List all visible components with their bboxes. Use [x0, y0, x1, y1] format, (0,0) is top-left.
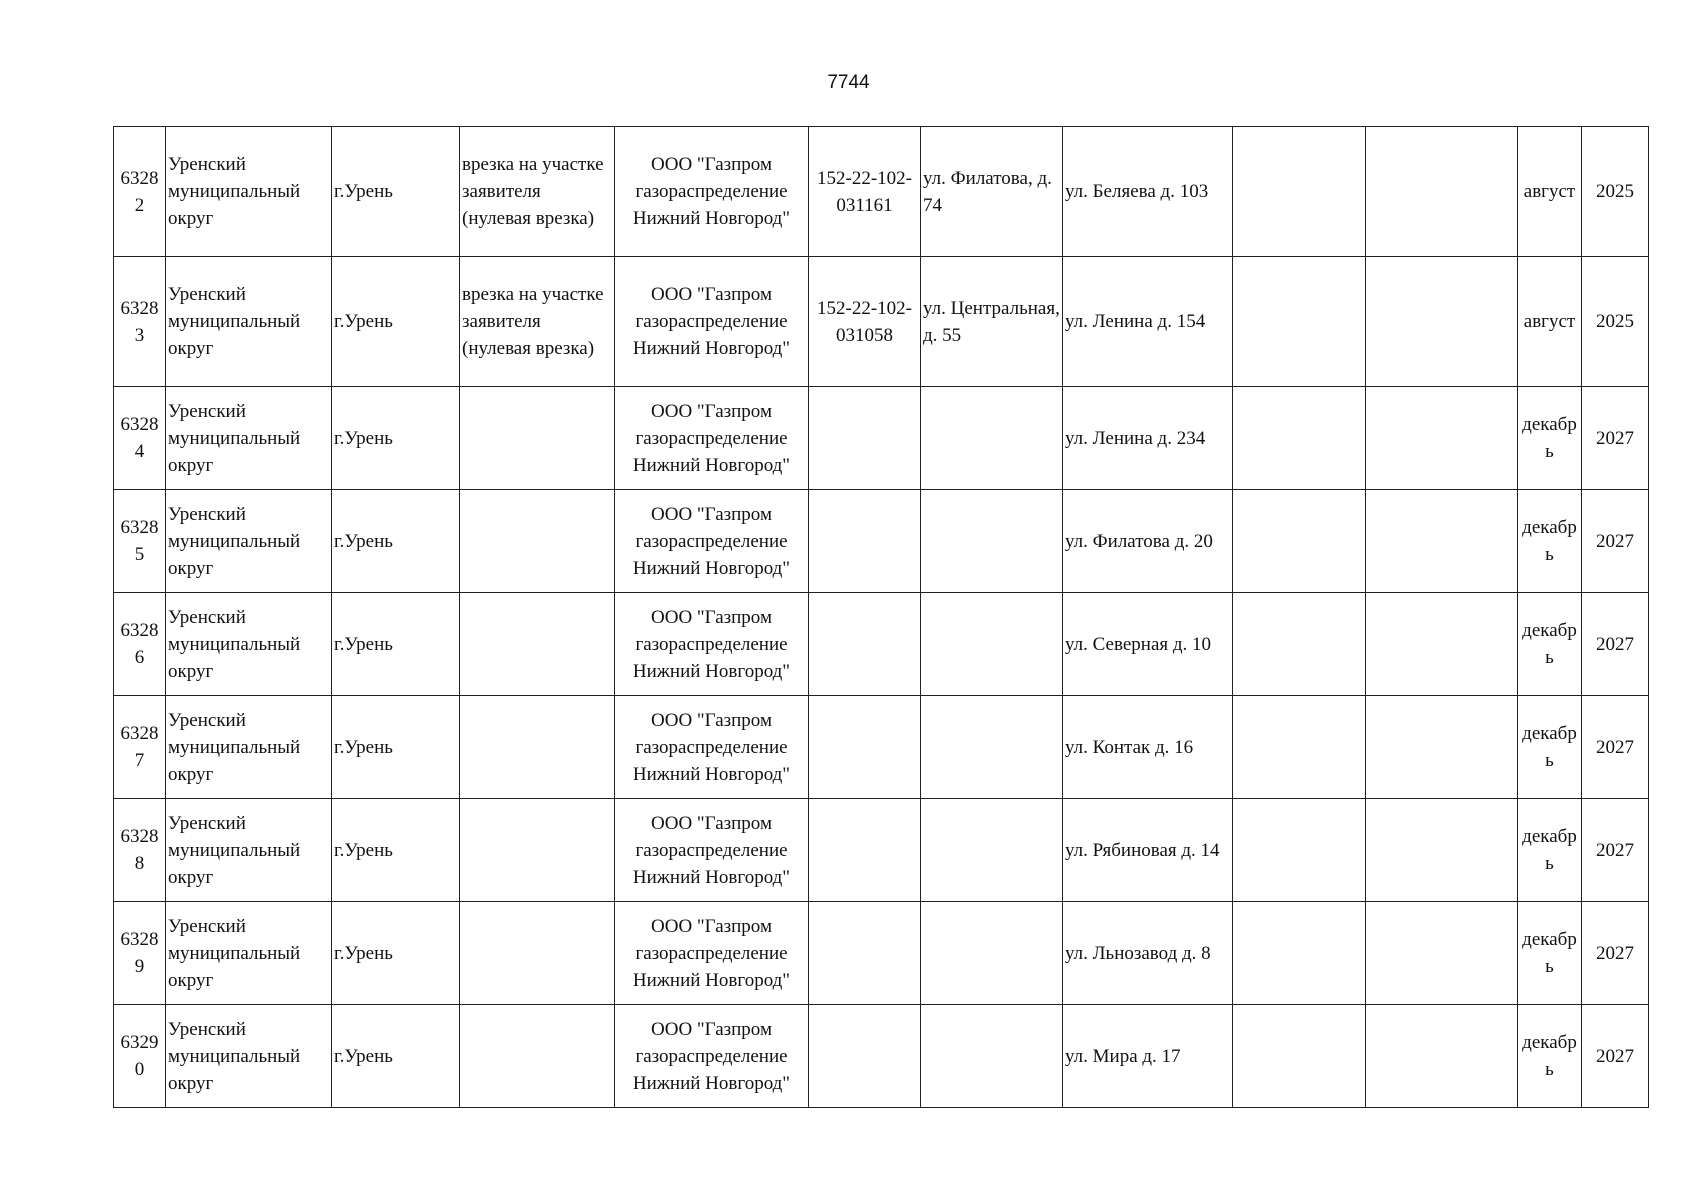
month-part1: декабр: [1522, 414, 1577, 435]
empty-cell-10: [1366, 127, 1518, 257]
address-cell: ул. Льнозавод д. 8: [1063, 902, 1233, 1005]
address-cell: ул. Ленина д. 234: [1063, 387, 1233, 490]
table-row: [114, 696, 1649, 799]
table-row: [114, 799, 1649, 902]
month-cell: [1518, 696, 1582, 799]
source-address-cell: [921, 799, 1063, 902]
empty-cell-10: [1366, 593, 1518, 696]
tie-in-cell: [460, 902, 615, 1005]
organization-cell: ООО "Газпром газораспределение Нижний Новгород": [615, 902, 809, 1005]
page-number: 7744: [827, 72, 870, 93]
code-cell: [809, 387, 921, 490]
month-part1: декабр: [1522, 1032, 1577, 1053]
address-cell: ул. Контак д. 16: [1063, 696, 1233, 799]
month-cell: [1518, 490, 1582, 593]
district-cell: Уренский муниципальный округ: [166, 799, 332, 902]
tie-in-cell: [460, 490, 615, 593]
month-part1: август: [1523, 181, 1576, 202]
source-address-cell: ул. Филатова, д. 74: [921, 127, 1063, 257]
row-number-part2: 8: [134, 853, 145, 874]
month-part1: декабр: [1522, 517, 1577, 538]
month-part1: декабр: [1522, 826, 1577, 847]
locality-cell: г.Урень: [332, 593, 460, 696]
row-number-part2: 4: [134, 441, 145, 462]
empty-cell-9: [1233, 593, 1366, 696]
month-part1: декабр: [1522, 620, 1577, 641]
table-row: [114, 593, 1649, 696]
year-cell: 2027: [1582, 593, 1649, 696]
empty-cell-10: [1366, 902, 1518, 1005]
year-cell: 2027: [1582, 902, 1649, 1005]
month-cell: [1518, 593, 1582, 696]
source-address-cell: [921, 696, 1063, 799]
empty-cell-10: [1366, 696, 1518, 799]
locality-cell: г.Урень: [332, 257, 460, 387]
tie-in-cell: [460, 387, 615, 490]
empty-cell-10: [1366, 387, 1518, 490]
tie-in-cell: врезка на участке заявителя (нулевая врезка): [460, 127, 615, 257]
empty-cell-9: [1233, 127, 1366, 257]
row-number-cell: [114, 799, 166, 902]
month-cell: [1518, 387, 1582, 490]
address-cell: ул. Ленина д. 154: [1063, 257, 1233, 387]
code-cell: 152-22-102-031058: [809, 257, 921, 387]
organization-cell: ООО "Газпром газораспределение Нижний Новгород": [615, 593, 809, 696]
row-number-part2: 6: [134, 647, 145, 668]
month-part1: август: [1523, 311, 1576, 332]
tie-in-cell: врезка на участке заявителя (нулевая врезка): [460, 257, 615, 387]
row-number-part2: 3: [134, 324, 145, 346]
row-number-cell: [114, 593, 166, 696]
row-number-part1: 6328: [120, 297, 159, 319]
month-part2: ь: [1545, 544, 1554, 565]
organization-cell: ООО "Газпром газораспределение Нижний Новгород": [615, 696, 809, 799]
district-cell: Уренский муниципальный округ: [166, 1005, 332, 1108]
address-cell: ул. Беляева д. 103: [1063, 127, 1233, 257]
locality-cell: г.Урень: [332, 387, 460, 490]
row-number-cell: [114, 1005, 166, 1108]
year-cell: 2025: [1582, 127, 1649, 257]
code-cell: [809, 799, 921, 902]
empty-cell-9: [1233, 257, 1366, 387]
empty-cell-9: [1233, 799, 1366, 902]
year-cell: 2027: [1582, 490, 1649, 593]
organization-cell: ООО "Газпром газораспределение Нижний Новгород": [615, 1005, 809, 1108]
row-number-part1: 6328: [120, 517, 159, 538]
row-number-part1: 6328: [120, 620, 159, 641]
district-cell: Уренский муниципальный округ: [166, 257, 332, 387]
month-cell: [1518, 257, 1582, 387]
empty-cell-9: [1233, 902, 1366, 1005]
row-number-cell: [114, 387, 166, 490]
code-cell: [809, 593, 921, 696]
row-number-part1: 6328: [120, 723, 159, 744]
organization-cell: ООО "Газпром газораспределение Нижний Новгород": [615, 127, 809, 257]
table-row: [114, 1005, 1649, 1108]
code-cell: [809, 1005, 921, 1108]
empty-cell-10: [1366, 257, 1518, 387]
table-row: [114, 902, 1649, 1005]
empty-cell-9: [1233, 387, 1366, 490]
tie-in-cell: [460, 696, 615, 799]
row-number-part1: 6328: [120, 167, 159, 189]
source-address-cell: [921, 387, 1063, 490]
tie-in-cell: [460, 1005, 615, 1108]
month-cell: [1518, 902, 1582, 1005]
row-number-part1: 6328: [120, 826, 159, 847]
row-number-part2: 5: [134, 544, 145, 565]
empty-cell-9: [1233, 696, 1366, 799]
month-part2: ь: [1545, 853, 1554, 874]
source-address-cell: ул. Центральная, д. 55: [921, 257, 1063, 387]
locality-cell: г.Урень: [332, 490, 460, 593]
month-part2: ь: [1545, 441, 1554, 462]
district-cell: Уренский муниципальный округ: [166, 902, 332, 1005]
locality-cell: г.Урень: [332, 1005, 460, 1108]
row-number-part2: 0: [134, 1059, 145, 1080]
row-number-cell: [114, 902, 166, 1005]
table-row: [114, 490, 1649, 593]
month-part2: ь: [1545, 647, 1554, 668]
organization-cell: ООО "Газпром газораспределение Нижний Новгород": [615, 490, 809, 593]
locality-cell: г.Урень: [332, 127, 460, 257]
district-cell: Уренский муниципальный округ: [166, 490, 332, 593]
tie-in-cell: [460, 799, 615, 902]
month-cell: [1518, 127, 1582, 257]
row-number-part2: 2: [134, 194, 145, 216]
row-number-part1: 6329: [120, 1032, 159, 1053]
address-cell: ул. Мира д. 17: [1063, 1005, 1233, 1108]
code-cell: 152-22-102-031161: [809, 127, 921, 257]
source-address-cell: [921, 490, 1063, 593]
code-cell: [809, 902, 921, 1005]
code-cell: [809, 696, 921, 799]
month-part2: ь: [1545, 1059, 1554, 1080]
address-cell: ул. Филатова д. 20: [1063, 490, 1233, 593]
source-address-cell: [921, 1005, 1063, 1108]
month-cell: [1518, 1005, 1582, 1108]
source-address-cell: [921, 902, 1063, 1005]
row-number-cell: [114, 257, 166, 387]
district-cell: Уренский муниципальный округ: [166, 593, 332, 696]
district-cell: Уренский муниципальный округ: [166, 127, 332, 257]
locality-cell: г.Урень: [332, 799, 460, 902]
row-number-part1: 6328: [120, 929, 159, 950]
row-number-cell: [114, 696, 166, 799]
locality-cell: г.Урень: [332, 696, 460, 799]
address-cell: ул. Рябиновая д. 14: [1063, 799, 1233, 902]
month-cell: [1518, 799, 1582, 902]
row-number-part2: 7: [134, 750, 145, 771]
organization-cell: ООО "Газпром газораспределение Нижний Новгород": [615, 799, 809, 902]
empty-cell-10: [1366, 799, 1518, 902]
month-part2: ь: [1545, 750, 1554, 771]
table-row: [114, 387, 1649, 490]
row-number-cell: [114, 490, 166, 593]
table-row: [114, 257, 1649, 387]
year-cell: 2027: [1582, 387, 1649, 490]
gasification-table: [113, 126, 1649, 1108]
tie-in-cell: [460, 593, 615, 696]
row-number-part2: 9: [134, 956, 145, 977]
year-cell: 2027: [1582, 799, 1649, 902]
address-cell: ул. Северная д. 10: [1063, 593, 1233, 696]
source-address-cell: [921, 593, 1063, 696]
empty-cell-9: [1233, 1005, 1366, 1108]
empty-cell-10: [1366, 490, 1518, 593]
district-cell: Уренский муниципальный округ: [166, 387, 332, 490]
year-cell: 2025: [1582, 257, 1649, 387]
year-cell: 2027: [1582, 696, 1649, 799]
month-part2: ь: [1545, 956, 1554, 977]
organization-cell: ООО "Газпром газораспределение Нижний Новгород": [615, 387, 809, 490]
year-cell: 2027: [1582, 1005, 1649, 1108]
empty-cell-10: [1366, 1005, 1518, 1108]
locality-cell: г.Урень: [332, 902, 460, 1005]
table-row: [114, 127, 1649, 257]
row-number-part1: 6328: [120, 414, 159, 435]
row-number-cell: [114, 127, 166, 257]
district-cell: Уренский муниципальный округ: [166, 696, 332, 799]
code-cell: [809, 490, 921, 593]
organization-cell: ООО "Газпром газораспределение Нижний Новгород": [615, 257, 809, 387]
month-part1: декабр: [1522, 929, 1577, 950]
empty-cell-9: [1233, 490, 1366, 593]
month-part1: декабр: [1522, 723, 1577, 744]
table-body: [114, 127, 1649, 1108]
